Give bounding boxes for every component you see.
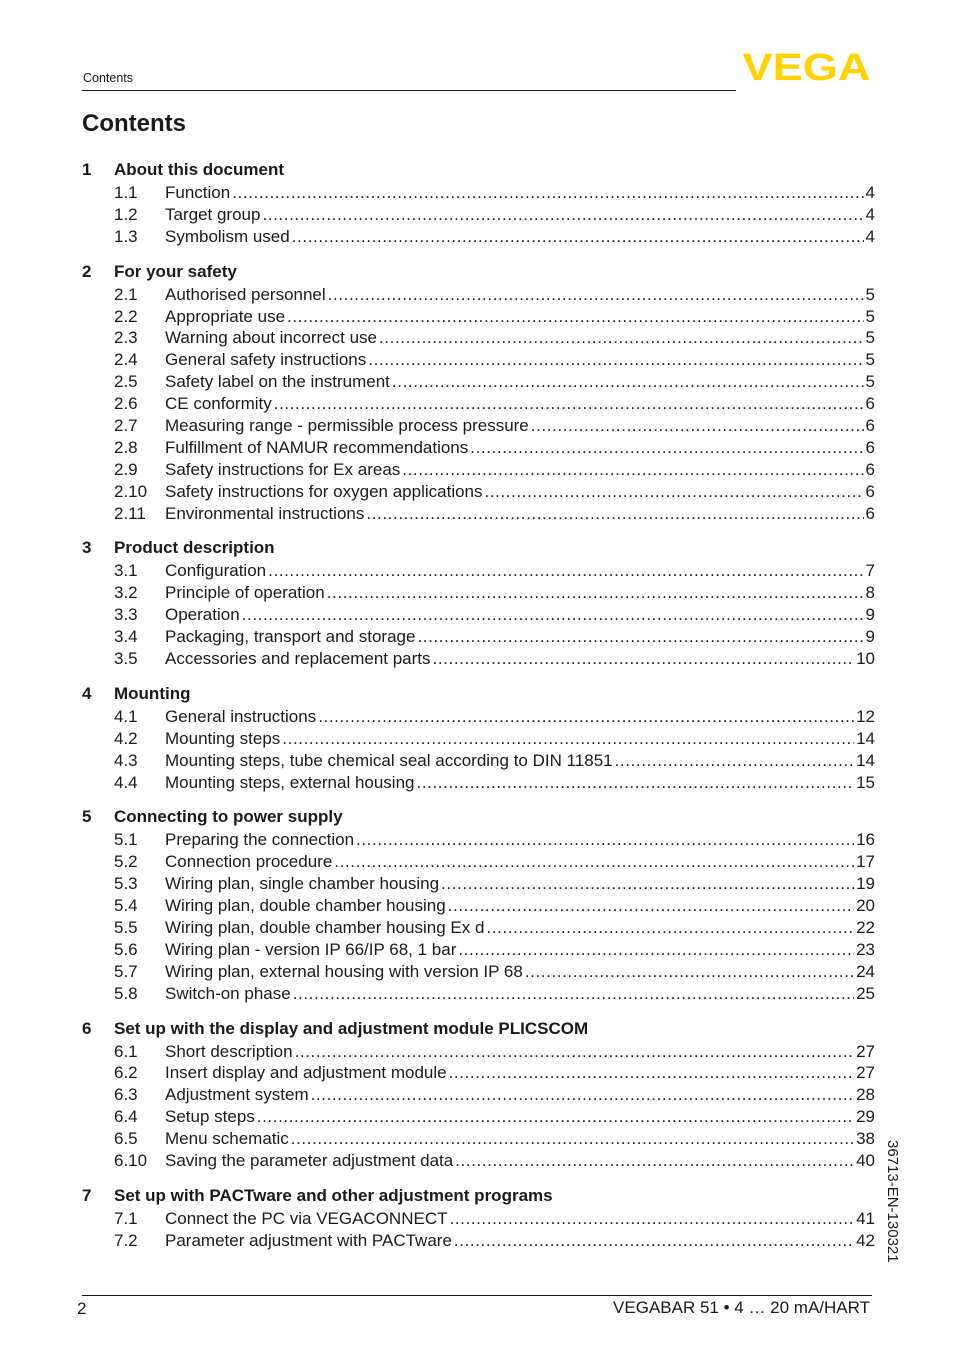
toc-section-heading[interactable] [82,260,875,284]
entry-number: 5.3 [114,874,138,894]
entry-page-number: 25 [856,983,875,1003]
entry-number: 2.1 [114,284,138,304]
toc-entry[interactable] [82,1084,875,1106]
entry-page-number: 40 [856,1151,875,1170]
entry-title: Setup steps [165,1107,255,1127]
toc-entry[interactable] [82,851,875,873]
section-number: 5 [82,807,92,827]
entry-page-number: 23 [856,939,875,959]
footer-divider [82,1295,872,1296]
section-number: 3 [82,538,92,558]
entry-number: 2.6 [114,394,138,414]
entry-title: Adjustment system [165,1085,309,1105]
toc-entry[interactable] [82,1150,875,1172]
entry-page-number: 19 [856,874,875,894]
entry-number: 6.2 [114,1063,138,1083]
entry-number: 5.5 [114,917,138,937]
entry-page-number: 14 [856,728,875,748]
toc-entry[interactable] [82,1041,875,1063]
dot-leader [282,729,854,749]
entry-title: Packaging, transport and storage [165,627,416,647]
toc-entry[interactable] [82,1106,875,1128]
entry-page-number: 10 [856,648,875,668]
entry-title: Saving the parameter adjustment data [165,1151,454,1170]
dot-leader [318,707,854,727]
vega-logo-text: VEGA [742,52,871,82]
toc-entry[interactable] [82,560,875,582]
toc-entry[interactable] [82,371,875,393]
entry-title: Wiring plan - version IP 66/IP 68, 1 bar [165,939,457,959]
entry-page-number: 15 [856,772,875,792]
entry-number: 5.6 [114,939,138,959]
dot-leader [295,1042,855,1062]
entry-title: Configuration [165,561,267,581]
entry-page-number: 7 [865,561,875,581]
dot-leader [257,1107,854,1127]
entry-number: 7.2 [114,1230,138,1250]
entry-page-number: 8 [865,583,875,603]
entry-page-number: 6 [865,459,875,479]
entry-title: Preparing the connection [165,830,355,850]
entry-title: Connect the PC via VEGACONNECT [165,1208,448,1228]
toc-entry[interactable] [82,306,875,328]
section-title: Product description [114,538,275,558]
toc-section-heading[interactable] [82,682,875,706]
entry-title: Fulfillment of NAMUR recommendations [165,437,469,457]
entry-title: Function [165,182,231,202]
entry-number: 2.8 [114,437,138,457]
entry-title: Switch-on phase [165,983,291,1003]
dot-leader [291,1129,854,1149]
toc-entry[interactable] [82,706,875,728]
entry-page-number: 20 [856,896,875,916]
toc-entry[interactable] [82,772,875,794]
entry-title: General instructions [165,706,317,726]
dot-leader [287,307,864,327]
toc-entry[interactable] [82,226,875,248]
entry-number: 5.2 [114,852,138,872]
section-title: Set up with PACTware and other adjustment programs [114,1185,553,1205]
entry-number: 6.10 [114,1151,148,1170]
entry-title: Authorised personnel [165,284,326,304]
toc-section [82,1017,875,1172]
entry-number: 5.1 [114,830,138,850]
entry-page-number: 27 [856,1041,875,1061]
entry-page-number: 6 [865,437,875,457]
dot-leader [470,438,863,458]
dot-leader [392,372,864,392]
entry-page-number: 24 [856,961,875,981]
entry-number: 7.1 [114,1208,138,1228]
section-title: Connecting to power supply [114,807,343,827]
toc-entry[interactable] [82,204,875,226]
entry-number: 3.5 [114,648,138,668]
dot-leader [455,1151,854,1171]
section-title: Mounting [114,683,191,703]
entry-title: Warning about incorrect use [165,328,377,348]
toc-entry[interactable] [82,939,875,961]
entry-title: Mounting steps, external housing [165,772,415,792]
toc-section [82,158,875,248]
toc-section-heading[interactable] [82,805,875,829]
dot-leader [525,962,854,982]
entry-number: 2.11 [114,503,146,523]
entry-number: 3.1 [114,561,138,581]
toc-entry[interactable] [82,1230,875,1252]
dot-leader [531,416,864,436]
dot-leader [293,984,854,1004]
entry-page-number: 9 [865,627,875,647]
entry-title: Wiring plan, single chamber housing [165,874,440,894]
document-code: 36713-EN-130321 [884,1140,901,1263]
dot-leader [292,227,864,247]
entry-page-number: 5 [865,284,875,304]
toc-section [82,805,875,1004]
dot-leader [311,1085,854,1105]
toc-entry[interactable] [82,1063,875,1085]
toc-entry[interactable] [82,873,875,895]
dot-leader [417,773,855,793]
entry-title: Safety label on the instrument [165,372,390,392]
entry-title: Measuring range - permissible process pressure [165,415,529,435]
entry-title: Safety instructions for Ex areas [165,459,401,479]
dot-leader [327,583,864,603]
entry-number: 2.5 [114,372,138,392]
entry-number: 4.2 [114,728,138,748]
dot-leader [454,1231,854,1251]
toc-section [82,682,875,794]
entry-number: 3.4 [114,627,138,647]
toc-entry[interactable] [82,182,875,204]
entry-title: Parameter adjustment with PACTware [165,1230,452,1250]
entry-page-number: 42 [856,1230,875,1250]
entry-title: Appropriate use [165,306,286,326]
entry-page-number: 4 [865,204,875,224]
entry-number: 6.4 [114,1107,138,1127]
toc-entry[interactable] [82,415,875,437]
section-number: 4 [82,683,92,703]
dot-leader [441,874,854,894]
toc-entry[interactable] [82,604,875,626]
toc-entry[interactable] [82,961,875,983]
toc-entry[interactable] [82,648,875,670]
entry-number: 2.4 [114,350,138,370]
entry-page-number: 5 [865,372,875,392]
entry-number: 2.2 [114,306,138,326]
toc-entry[interactable] [82,481,875,503]
entry-number: 1.3 [114,226,138,246]
entry-number: 5.8 [114,983,138,1003]
dot-leader [262,205,863,225]
entry-title: Wiring plan, double chamber housing Ex d [165,917,485,937]
entry-page-number: 6 [865,503,875,523]
entry-number: 1.1 [114,182,138,202]
entry-number: 3.3 [114,605,138,625]
entry-page-number: 41 [856,1208,875,1228]
toc-entry[interactable] [82,626,875,648]
entry-title: Safety instructions for oxygen applications [165,481,483,501]
vega-logo [741,52,872,82]
entry-title: Wiring plan, double chamber housing [165,896,446,916]
toc-entry[interactable] [82,437,875,459]
entry-number: 6.1 [114,1041,138,1061]
entry-page-number: 5 [865,306,875,326]
toc-entry[interactable] [82,895,875,917]
toc-entry[interactable] [82,582,875,604]
toc-section-heading[interactable] [82,536,875,560]
entry-page-number: 27 [856,1063,875,1083]
dot-leader [486,918,854,938]
entry-number: 4.1 [114,706,138,726]
dot-leader [334,852,854,872]
dot-leader [449,1063,854,1083]
entry-title: Short description [165,1041,293,1061]
dot-leader [356,830,854,850]
dot-leader [328,285,864,305]
dot-leader [485,482,864,502]
entry-number: 2.3 [114,328,138,348]
entry-title: General safety instructions [165,350,367,370]
toc-entry[interactable] [82,829,875,851]
toc-entry[interactable] [82,284,875,306]
entry-page-number: 5 [865,350,875,370]
toc-section-heading[interactable] [82,1017,875,1041]
entry-number: 6.3 [114,1085,138,1105]
entry-page-number: 4 [865,226,875,246]
toc-entry[interactable] [82,728,875,750]
entry-number: 3.2 [114,583,138,603]
entry-page-number: 17 [856,852,875,872]
section-number: 6 [82,1018,92,1038]
entry-title: Target group [165,204,261,224]
entry-title: Mounting steps [165,728,281,748]
section-title: For your safety [114,261,237,281]
entry-page-number: 9 [865,605,875,625]
dot-leader [449,1209,854,1229]
dot-leader [366,504,863,524]
entry-number: 2.7 [114,415,138,435]
dot-leader [274,394,864,414]
entry-page-number: 5 [865,328,875,348]
dot-leader [433,649,855,669]
toc-entry[interactable] [82,750,875,772]
toc-section [82,536,875,669]
dot-leader [242,605,864,625]
dot-leader [458,940,854,960]
table-of-contents [82,158,875,1264]
toc-section [82,260,875,525]
entry-number: 5.7 [114,961,138,981]
toc-entry[interactable] [82,1208,875,1230]
entry-page-number: 12 [856,706,875,726]
entry-page-number: 22 [856,917,875,937]
entry-number: 4.3 [114,750,138,770]
dot-leader [615,751,854,771]
header-divider [82,90,736,91]
entry-page-number: 6 [865,415,875,435]
entry-title: Principle of operation [165,583,325,603]
entry-page-number: 6 [865,394,875,414]
toc-entry[interactable] [82,327,875,349]
dot-leader [448,896,854,916]
entry-title: Connection procedure [165,852,333,872]
entry-number: 2.9 [114,459,138,479]
section-number: 1 [82,160,92,179]
toc-entry[interactable] [82,393,875,415]
toc-entry[interactable] [82,459,875,481]
dot-leader [417,627,863,647]
entry-title: Accessories and replacement parts [165,648,431,668]
section-title: About this document [114,160,284,179]
entry-number: 6.5 [114,1129,138,1149]
toc-entry[interactable] [82,1128,875,1150]
entry-page-number: 6 [865,481,875,501]
entry-title: Menu schematic [165,1129,289,1149]
section-title: Set up with the display and adjustment module PLICSCOM [114,1018,589,1038]
entry-title: Symbolism used [165,226,290,246]
page-number: 2 [77,1299,87,1318]
dot-leader [268,561,863,581]
entry-page-number: 28 [856,1085,875,1105]
page-title: Contents [82,110,186,137]
toc-entry[interactable] [82,349,875,371]
dot-leader [402,460,863,480]
dot-leader [379,328,864,348]
entry-title: Insert display and adjustment module [165,1063,447,1083]
entry-title: Wiring plan, external housing with version IP 68 [165,961,523,981]
entry-title: Operation [165,605,240,625]
entry-page-number: 38 [856,1129,875,1149]
entry-page-number: 4 [865,182,875,202]
running-header: Contents [83,71,134,85]
toc-section-heading[interactable] [82,1184,875,1208]
entry-number: 2.10 [114,481,148,501]
dot-leader [232,183,863,203]
entry-title: Environmental instructions [165,503,365,523]
product-name: VEGABAR 51 • 4 … 20 mA/HART [613,1298,870,1317]
entry-title: CE conformity [165,394,272,414]
section-number: 7 [82,1185,92,1205]
entry-page-number: 14 [856,750,875,770]
entry-number: 5.4 [114,896,138,916]
toc-entry[interactable] [82,503,875,525]
section-number: 2 [82,261,92,281]
toc-section-heading[interactable] [82,158,875,182]
entry-number: 4.4 [114,772,138,792]
dot-leader [368,350,863,370]
entry-title: Mounting steps, tube chemical seal according to DIN 11851 [165,750,613,770]
entry-number: 1.2 [114,204,138,224]
entry-page-number: 16 [856,830,875,850]
entry-page-number: 29 [856,1107,875,1127]
toc-entry[interactable] [82,917,875,939]
toc-entry[interactable] [82,983,875,1005]
toc-section [82,1184,875,1252]
